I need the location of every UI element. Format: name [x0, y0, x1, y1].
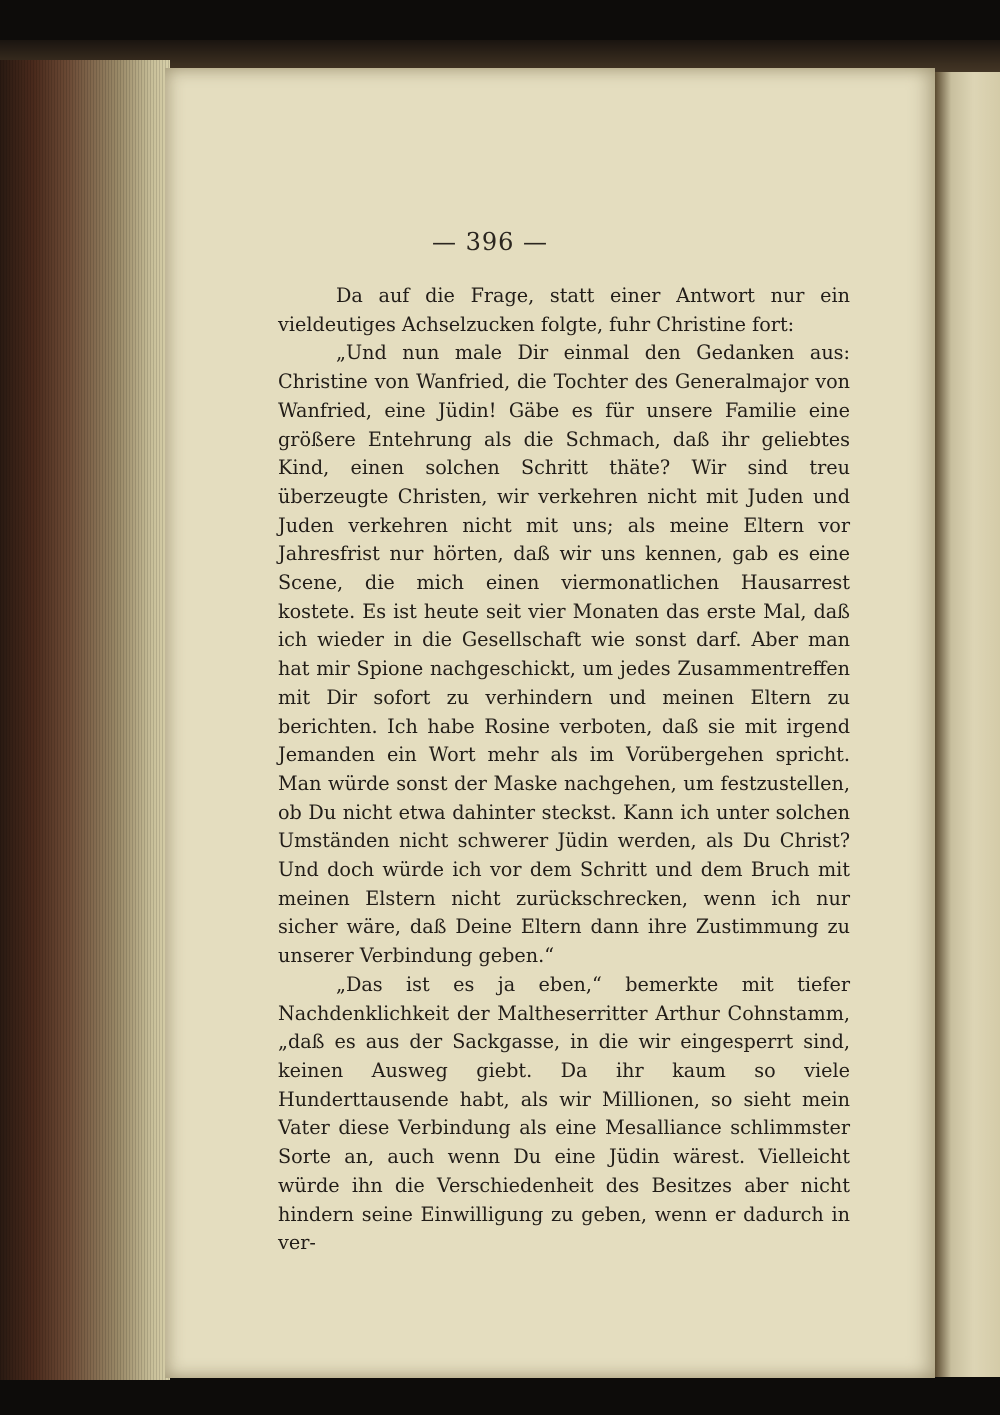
- page-body: [278, 282, 850, 1258]
- page-number: — 396 —: [431, 228, 549, 256]
- book-page-edges: [0, 60, 170, 1380]
- facing-page-edge: [935, 72, 1000, 1377]
- paragraph-1: Da auf die Frage, statt einer Antwort nur ein vieldeutiges Achselzucken folgte, fuhr Christine fort:: [278, 284, 850, 336]
- paragraph-2: „Und nun male Dir einmal den Gedanken aus: Christine von Wanfried, die Tochter des Generalmajor von Wanfried, eine Jüdin! Gäbe es für unsere Familie eine größere Entehrung als die Schmach, daß ihr geliebtes Kind, einen solchen Schritt thäte? Wir sind treu überzeugte Christen, wir verkehren nicht mit Juden und Juden verkehren nicht mit uns; als meine Eltern vor Jahresfrist nur hörten, daß wir uns kennen, gab es eine Scene, die mich einen viermonatlichen Hausarrest kostete. Es ist heute seit vier Monaten das erste Mal, daß ich wieder in die Gesellschaft wie sonst darf. Aber man hat mir Spione nachgeschickt, um jedes Zusammentreffen mit Dir sofort zu verhindern und meinen Eltern zu berichten. Ich habe Rosine verboten, daß sie mit irgend Jemanden ein Wort mehr als im Vorübergehen spricht. Man würde sonst der Maske nachgehen, um festzustellen, ob Du nicht etwa dahinter steckst. Kann ich unter solchen Umständen nicht schwerer Jüdin werden, als Du Christ? Und doch würde ich vor dem Schritt und dem Bruch mit meinen Elstern nicht zurückschrecken, wenn ich nur sicher wäre, daß Deine Eltern dann ihre Zustimmung zu unserer Verbindung geben.“: [278, 341, 850, 968]
- paragraph-3: „Das ist es ja eben,“ bemerkte mit tiefer Nachdenklichkeit der Maltheserritter Arthur Cohnstamm, „daß es aus der Sackgasse, in die wir eingesperrt sind, keinen Ausweg giebt. Da ihr kaum so viele Hunderttausende habt, als wir Millionen, so sieht mein Vater diese Verbindung als eine Mesalliance schlimmster Sorte an, auch wenn Du eine Jüdin wärest. Vielleicht würde ihn die Verschiedenheit des Besitzes aber nicht hindern seine Einwilligung zu geben, wenn er dadurch in ver-: [278, 972, 850, 1255]
